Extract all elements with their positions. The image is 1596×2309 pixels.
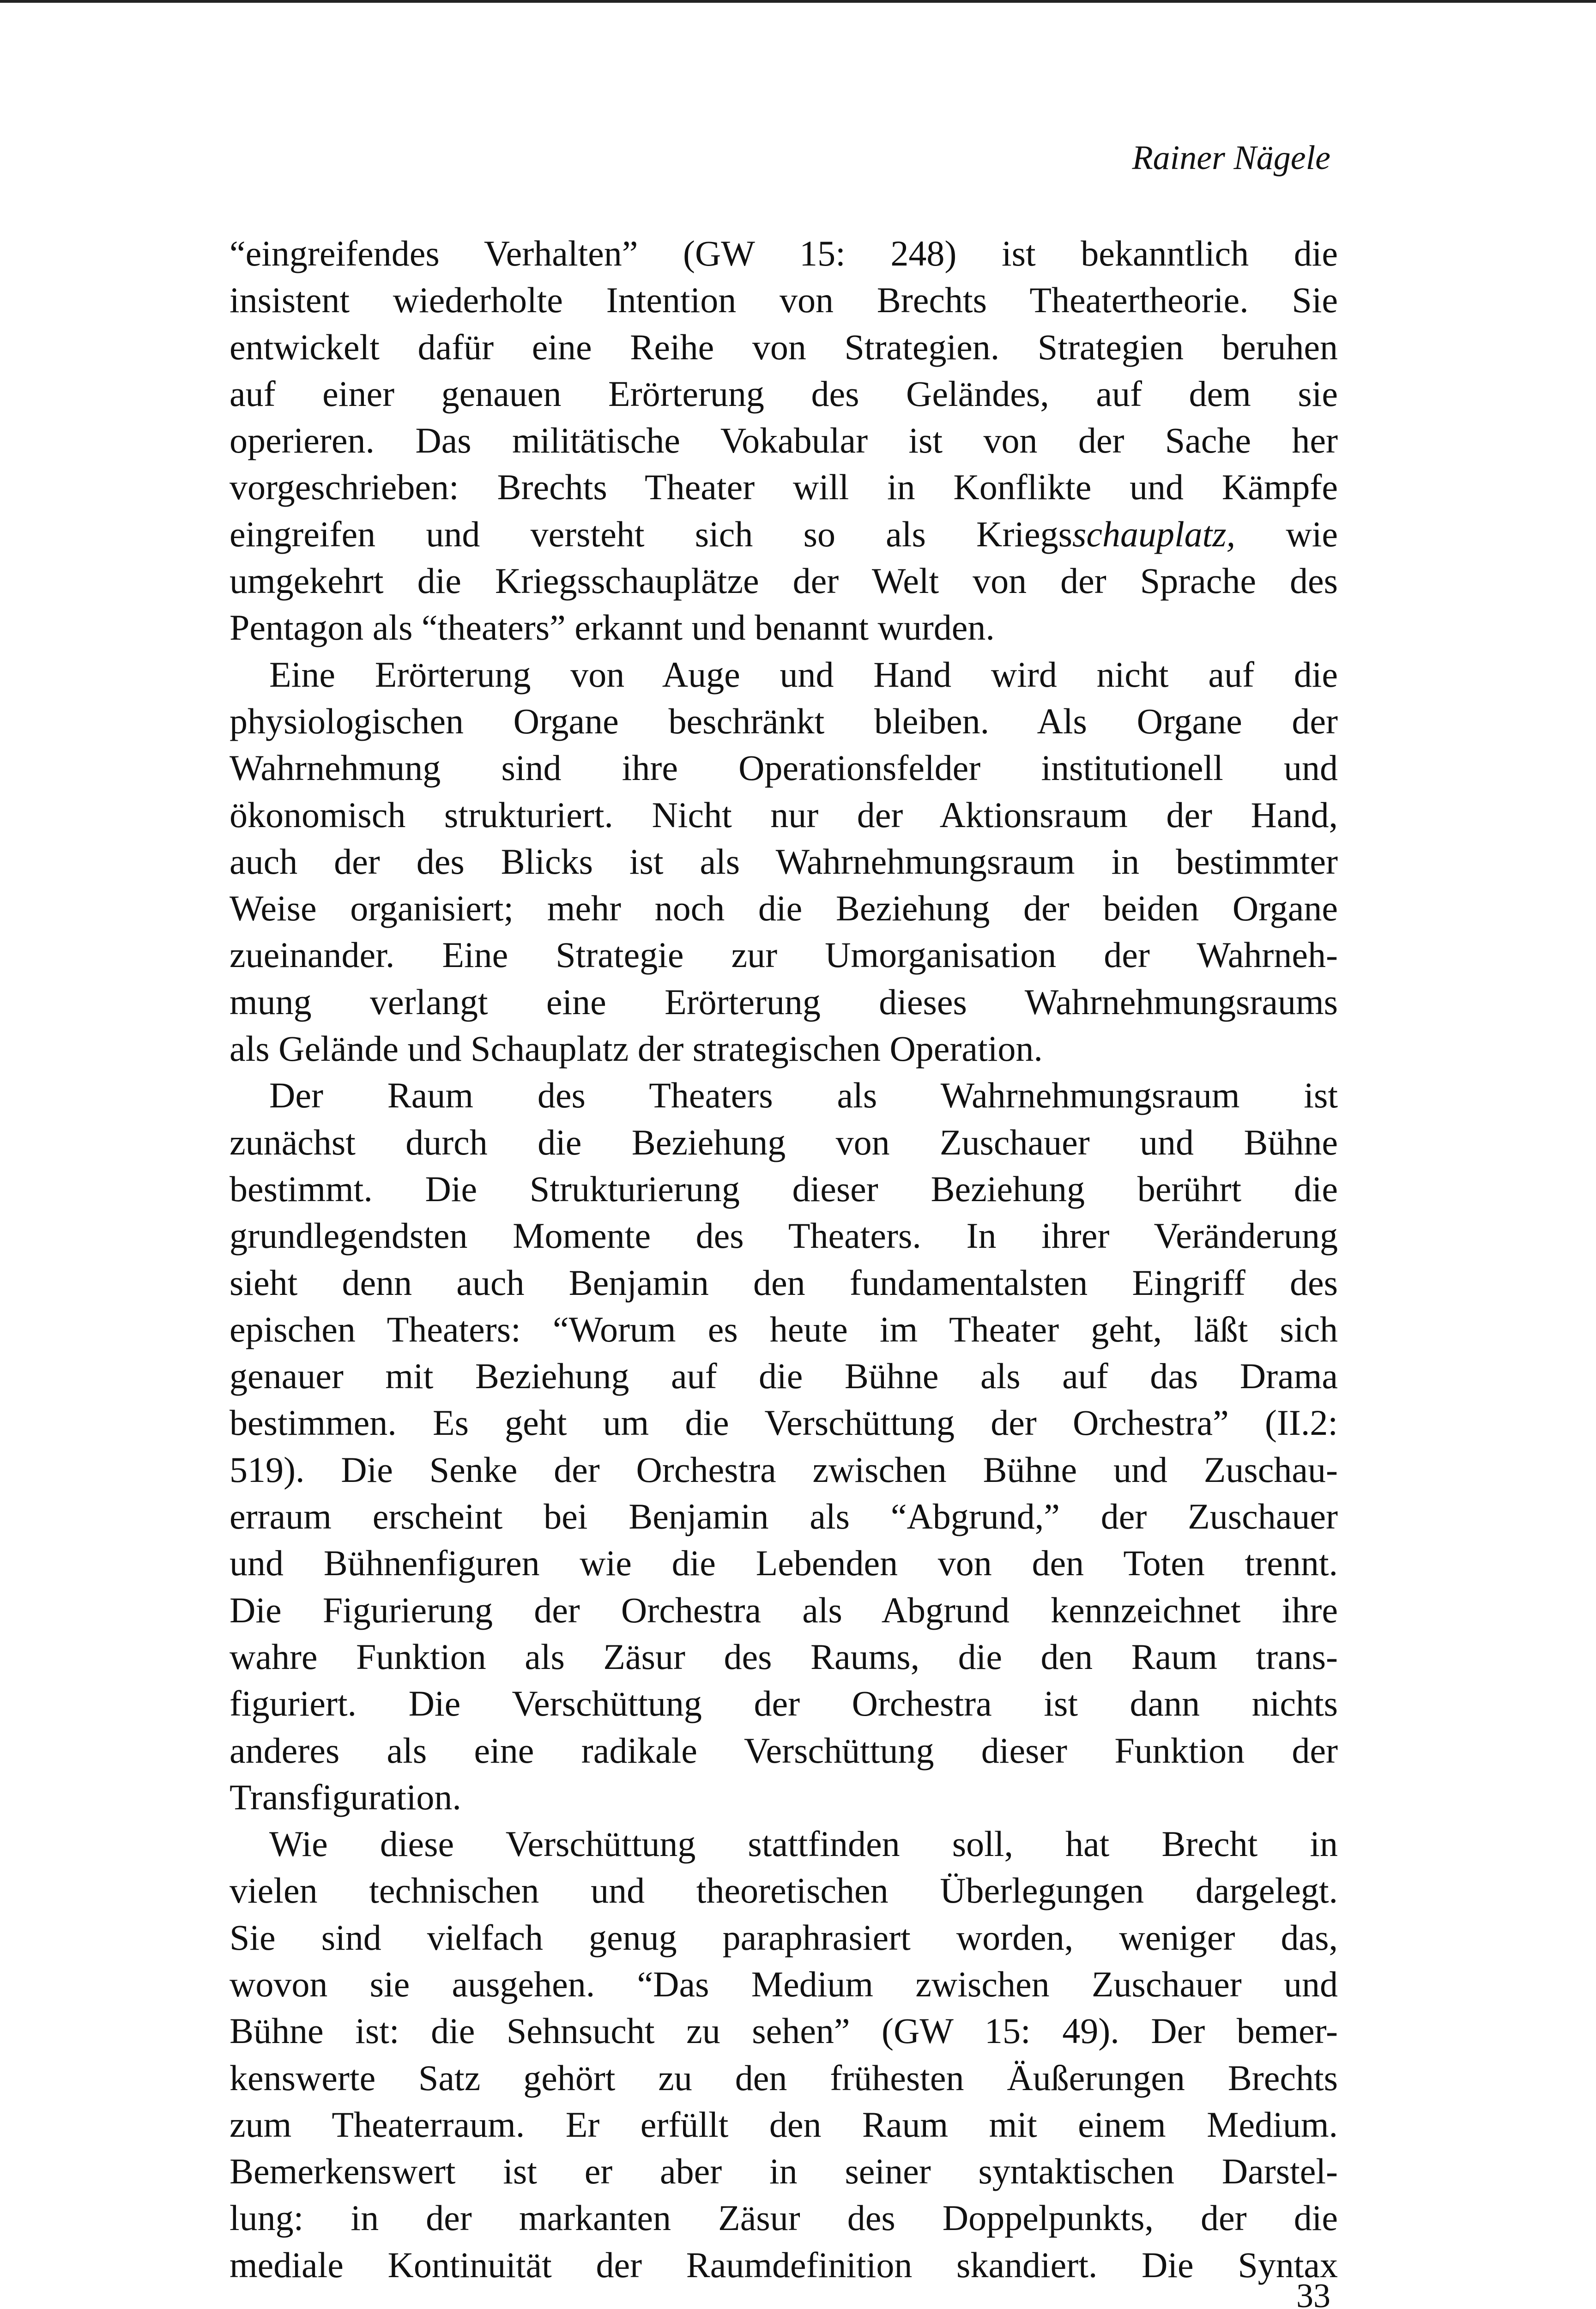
text-line: wovon sie ausgehen. “Das Medium zwischen Zuschauer und — [230, 1964, 1338, 2004]
text-line: genauer mit Beziehung auf die Bühne als auf das Drama — [230, 1356, 1338, 1396]
text-line: auch der des Blicks ist als Wahrnehmungsraum in bestimmter — [230, 841, 1338, 882]
paragraph — [230, 1820, 1338, 2288]
text-line: 519). Die Senke der Orchestra zwischen Bühne und Zuschau- — [230, 1449, 1338, 1490]
paragraph — [230, 230, 1338, 651]
text-line: Eine Erörterung von Auge und Hand wird nicht auf die — [269, 654, 1338, 695]
text-line: vielen technischen und theoretischen Überlegungen dargelegt. — [230, 1870, 1338, 1911]
page-number: 33 — [1296, 2277, 1330, 2309]
text-line: als Gelände und Schauplatz der strategischen Operation. — [230, 1028, 1043, 1069]
text-line: mediale Kontinuität der Raumdefinition skandiert. Die Syntax — [230, 2244, 1338, 2285]
text-line: entwickelt dafür eine Reihe von Strategien. Strategien beruhen — [230, 326, 1338, 367]
text-line: wahre Funktion als Zäsur des Raums, die den Raum trans- — [230, 1636, 1338, 1677]
text-line: bestimmt. Die Strukturierung dieser Beziehung berührt die — [230, 1168, 1338, 1209]
text-line: zum Theaterraum. Er erfüllt den Raum mit einem Medium. — [230, 2104, 1338, 2145]
text-line: Der Raum des Theaters als Wahrnehmungsraum ist — [269, 1075, 1338, 1116]
text-line: Transfiguration. — [230, 1777, 461, 1817]
text-line: Weise organisiert; mehr noch die Beziehung der beiden Organe — [230, 888, 1338, 929]
text-line: Wie diese Verschüttung stattfinden soll, hat Brecht in — [269, 1824, 1338, 1864]
text-line: Sie sind vielfach genug paraphrasiert worden, weniger das, — [230, 1917, 1338, 1958]
paragraph — [230, 651, 1338, 1072]
text-line: figuriert. Die Verschüttung der Orchestra ist dann nichts — [230, 1683, 1338, 1724]
text-line: Wahrnehmung sind ihre Operationsfelder institutionell und — [230, 748, 1338, 788]
text-line: bestimmen. Es geht um die Verschüttung der Orchestra” (II.2: — [230, 1402, 1338, 1443]
top-edge-rule — [0, 0, 1596, 3]
text-line: zueinander. Eine Strategie zur Umorganisation der Wahrneh- — [230, 935, 1338, 975]
text-line: eingreifen und versteht sich so als Kriegsschauplatz, wie — [230, 514, 1338, 554]
text-line: insistent wiederholte Intention von Brechts Theatertheorie. Sie — [230, 280, 1338, 320]
text-line: Bemerkenswert ist er aber in seiner syntaktischen Darstel- — [230, 2151, 1338, 2192]
text-line: und Bühnenfiguren wie die Lebenden von den Toten trennt. — [230, 1543, 1338, 1584]
text-line: auf einer genauen Erörterung des Geländes, auf dem sie — [230, 373, 1338, 414]
text-line: grundlegendsten Momente des Theaters. In ihrer Veränderung — [230, 1215, 1338, 1256]
paragraph — [230, 1072, 1338, 1820]
text-line: “eingreifendes Verhalten” (GW 15: 248) ist bekanntlich die — [230, 233, 1338, 273]
text-line: ökonomisch strukturiert. Nicht nur der Aktionsraum der Hand, — [230, 794, 1338, 835]
text-line: Bühne ist: die Sehnsucht zu sehen” (GW 15: 49). Der bemer- — [230, 2011, 1338, 2051]
text-line: lung: in der markanten Zäsur des Doppelpunkts, der die — [230, 2198, 1338, 2238]
text-line: umgekehrt die Kriegsschauplätze der Welt von der Sprache des — [230, 561, 1338, 601]
text-line: anderes als eine radikale Verschüttung dieser Funktion der — [230, 1730, 1338, 1771]
text-line: sieht denn auch Benjamin den fundamentalsten Eingriff des — [230, 1262, 1338, 1303]
text-line: mung verlangt eine Erörterung dieses Wahrnehmungsraums — [230, 981, 1338, 1022]
text-line: epischen Theaters: “Worum es heute im Theater geht, läßt sich — [230, 1309, 1338, 1349]
text-line: vorgeschrieben: Brechts Theater will in Konflikte und Kämpfe — [230, 467, 1338, 508]
text-line: zunächst durch die Beziehung von Zuschauer und Bühne — [230, 1122, 1338, 1162]
text-line: operieren. Das militätische Vokabular ist von der Sache her — [230, 420, 1338, 461]
running-head-author: Rainer Nägele — [1132, 139, 1330, 177]
text-line: erraum erscheint bei Benjamin als “Abgrund,” der Zuschauer — [230, 1496, 1338, 1537]
text-line: Pentagon als “theaters” erkannt und benannt wurden. — [230, 607, 995, 648]
text-line: kenswerte Satz gehört zu den frühesten Äußerungen Brechts — [230, 2057, 1338, 2098]
body-text — [230, 230, 1338, 2288]
text-line: Die Figurierung der Orchestra als Abgrund kennzeichnet ihre — [230, 1590, 1338, 1630]
text-line: physiologischen Organe beschränkt bleiben. Als Organe der — [230, 701, 1338, 741]
